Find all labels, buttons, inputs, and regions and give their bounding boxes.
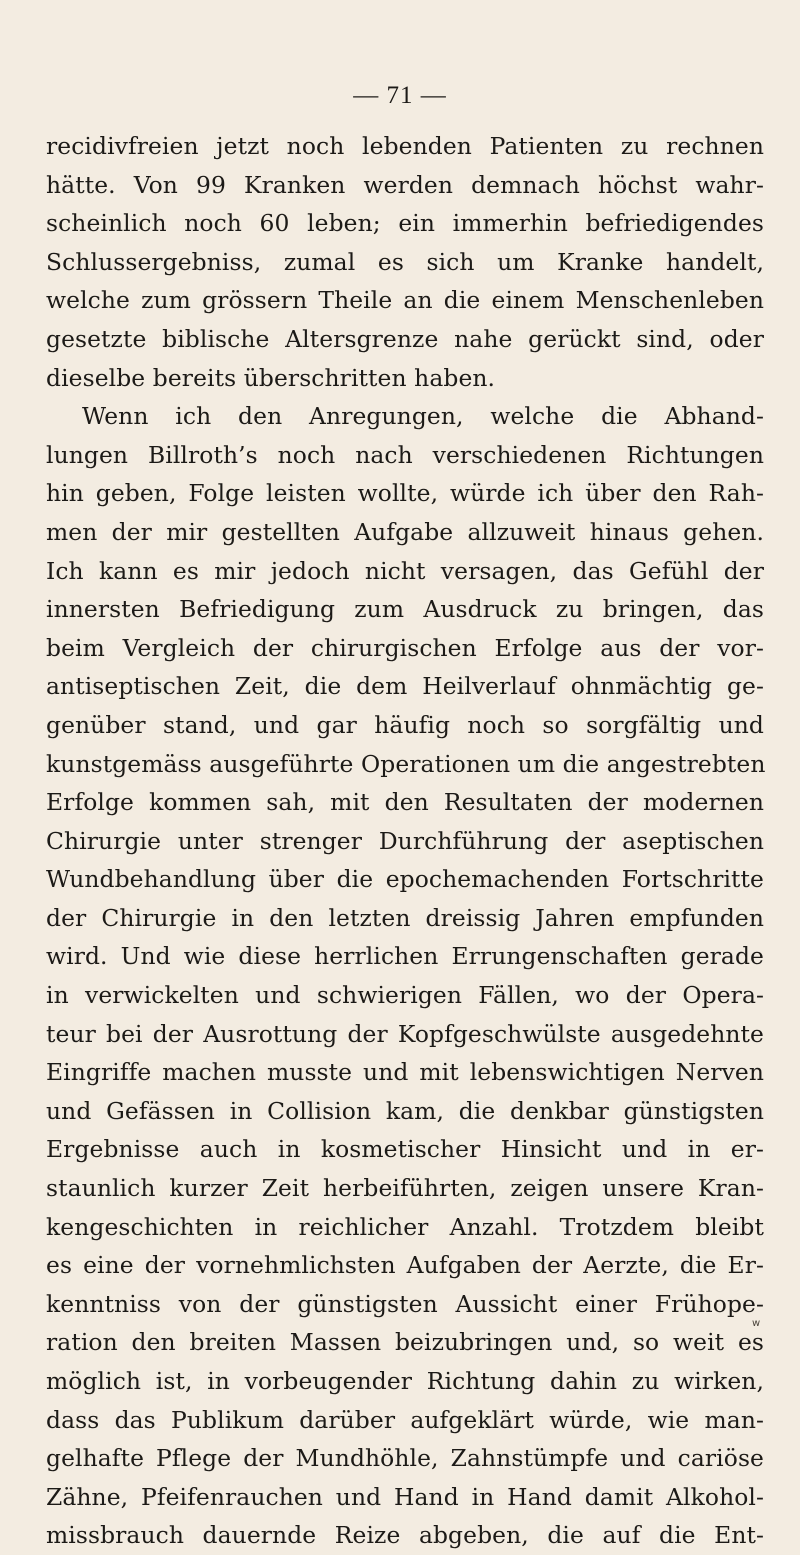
- signature-mark: w: [752, 1318, 761, 1329]
- text-line: antiseptischen Zeit, die dem Heilverlauf ohnmächtig ge-: [46, 672, 764, 701]
- text-line: dass das Publikum darüber aufgeklärt würde, wie man-: [46, 1405, 764, 1434]
- text-line: Ich kann es mir jedoch nicht versagen, das Gefühl der: [46, 556, 764, 585]
- text-line: es eine der vornehmlichsten Aufgaben der Aerzte, die Er-: [46, 1251, 764, 1280]
- text-line: gesetzte biblische Altersgrenze nahe gerückt sind, oder: [46, 324, 764, 353]
- text-line: welche zum grössern Theile an die einem Menschenleben: [46, 286, 764, 315]
- text-line: wird. Und wie diese herrlichen Errungenschaften gerade: [46, 942, 764, 971]
- text-line: staunlich kurzer Zeit herbeiführten, zeigen unsere Kran-: [46, 1174, 764, 1203]
- text-line: und Gefässen in Collision kam, die denkbar günstigsten: [46, 1096, 764, 1125]
- text-line: gelhafte Pflege der Mundhöhle, Zahnstümpfe und cariöse: [46, 1444, 764, 1473]
- text-line: Ergebnisse auch in kosmetischer Hinsicht und in er-: [46, 1135, 764, 1164]
- text-line: lungen Billroth’s noch nach verschiedenen Richtungen: [46, 440, 764, 469]
- text-line: scheinlich noch 60 leben; ein immerhin befriedigendes: [46, 209, 764, 238]
- text-line: genüber stand, und gar häufig noch so sorgfältig und: [46, 710, 764, 739]
- text-line: beim Vergleich der chirurgischen Erfolge aus der vor-: [46, 633, 764, 662]
- body-text: [46, 127, 764, 1555]
- text-line: Zähne, Pfeifenrauchen und Hand in Hand damit Alkohol-: [46, 1482, 764, 1511]
- text-line: Eingriffe machen musste und mit lebenswichtigen Nerven: [46, 1058, 764, 1087]
- text-line: ration den breiten Massen beizubringen und, so weit es: [46, 1328, 764, 1357]
- text-line: möglich ist, in vorbeugender Richtung dahin zu wirken,: [46, 1367, 764, 1395]
- text-line: Erfolge kommen sah, mit den Resultaten der modernen: [46, 788, 764, 817]
- text-line: innersten Befriedigung zum Ausdruck zu bringen, das: [46, 595, 764, 624]
- text-line: hin geben, Folge leisten wollte, würde ich über den Rah-: [46, 479, 764, 508]
- text-line: recidivfreien jetzt noch lebenden Patienten zu rechnen: [46, 132, 764, 160]
- text-line: Schlussergebniss, zumal es sich um Kranke handelt,: [46, 247, 764, 276]
- paragraph-end-line: dieselbe bereits überschritten haben.: [46, 363, 496, 392]
- text-line: kunstgemäss ausgeführte Operationen um die angestrebten: [46, 749, 766, 778]
- text-line: missbrauch dauernde Reize abgeben, die auf die Ent-: [46, 1521, 764, 1550]
- text-line: men der mir gestellten Aufgabe allzuweit hinaus gehen.: [46, 517, 764, 546]
- text-line: in verwickelten und schwierigen Fällen, wo der Opera-: [46, 981, 764, 1010]
- text-line: Chirurgie unter strenger Durchführung der aseptischen: [46, 826, 764, 855]
- text-line: Wundbehandlung über die epochemachenden Fortschritte: [46, 865, 764, 894]
- text-line: kenntniss von der günstigsten Aussicht einer Frühope-: [46, 1289, 764, 1318]
- text-line: der Chirurgie in den letzten dreissig Jahren empfunden: [46, 903, 764, 932]
- text-line: teur bei der Ausrottung der Kopfgeschwülste ausgedehnte: [46, 1019, 764, 1048]
- text-line: hätte. Von 99 Kranken werden demnach höchst wahr-: [46, 170, 764, 199]
- text-line: kengeschichten in reichlicher Anzahl. Trotzdem bleibt: [46, 1212, 764, 1241]
- paragraph-start-line: Wenn ich den Anregungen, welche die Abhand-: [82, 402, 764, 431]
- page-number: — 71 —: [353, 82, 447, 109]
